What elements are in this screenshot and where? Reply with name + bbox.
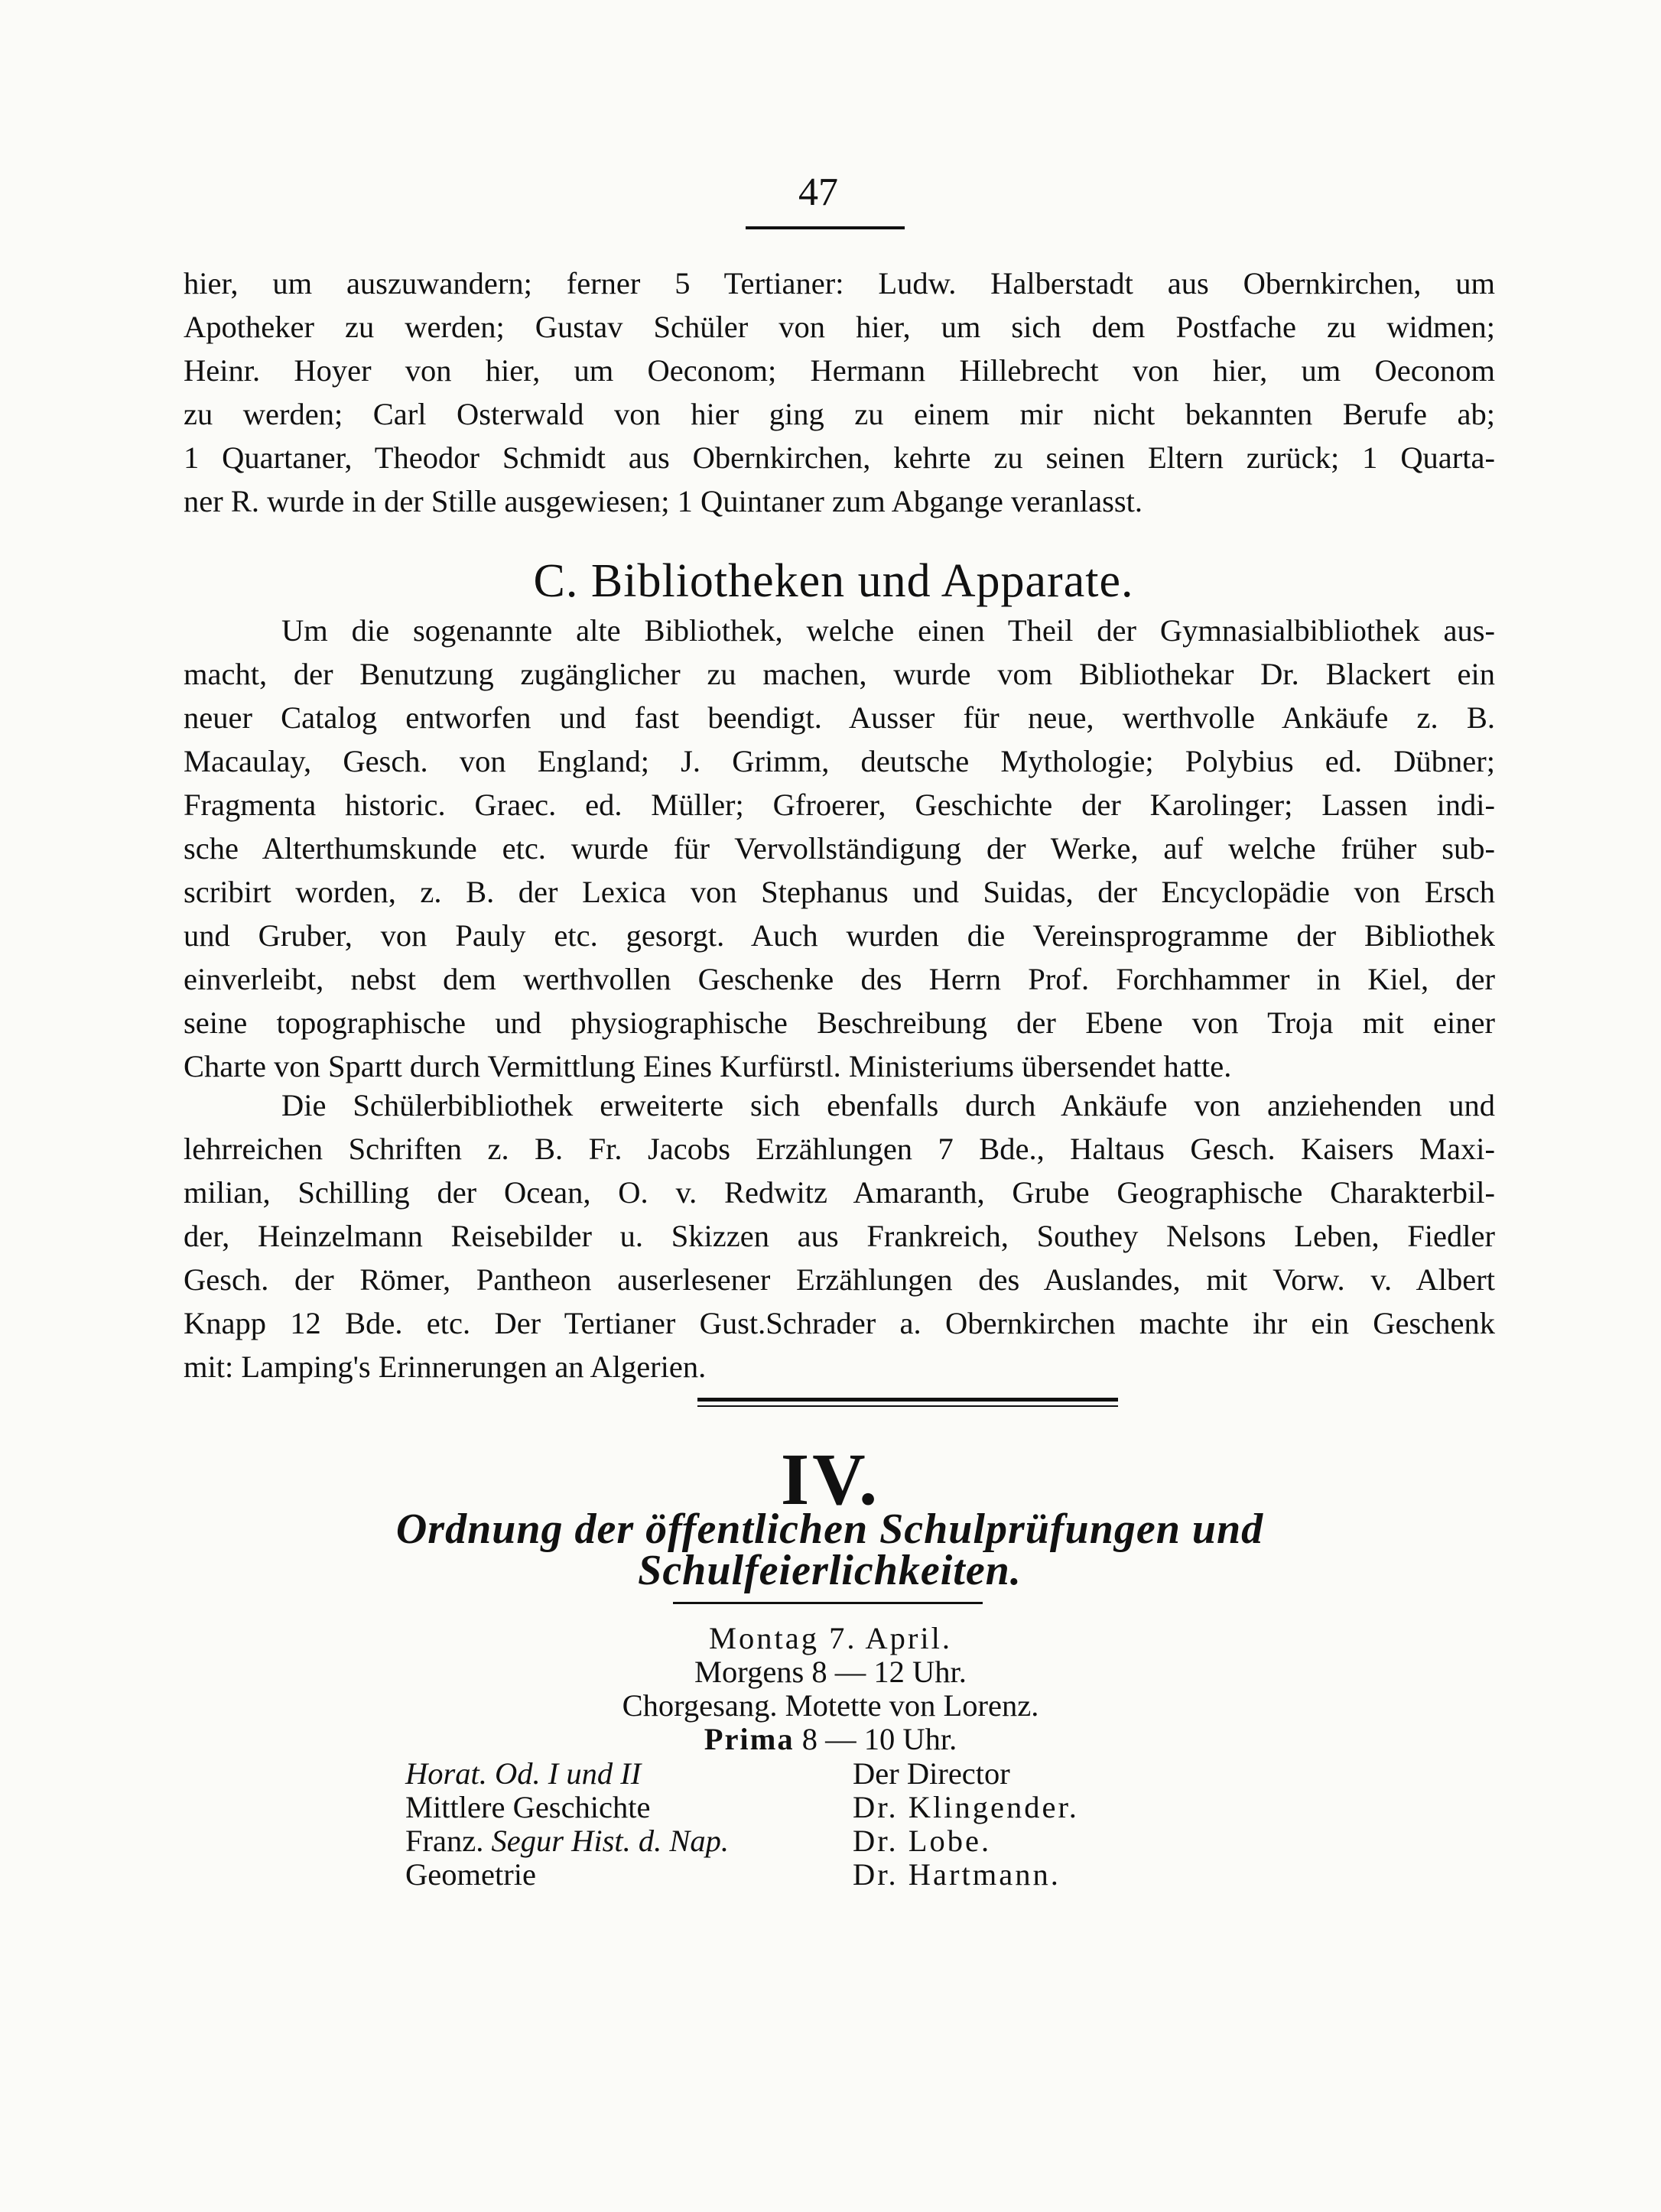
section-divider [697, 1398, 1118, 1407]
text-line: neuer Catalog entworfen und fast beendigt. Ausser für neue, werthvolle Ankäufe z. B. [184, 700, 1495, 735]
schedule-day: Montag 7. April. [709, 1621, 952, 1655]
schedule-teacher: Dr. Klingender. [853, 1790, 1079, 1824]
text-line: Heinr. Hoyer von hier, um Oeconom; Hermann Hillebrecht von hier, um Oeconom [184, 353, 1495, 388]
schedule-subject-italic: Segur Hist. d. Nap. [491, 1824, 729, 1858]
text-line: mit: Lamping's Erinnerungen an Algerien. [184, 1350, 707, 1384]
text-line: macht, der Benutzung zugänglicher zu machen, wurde vom Bibliothekar Dr. Blackert ein [184, 657, 1495, 691]
schedule-subject [405, 1824, 729, 1858]
schedule-row [405, 1824, 1323, 1858]
schedule-teacher: Dr. Hartmann. [853, 1857, 1061, 1892]
text-line: Apotheker zu werden; Gustav Schüler von hier, um sich dem Postfache zu widmen; [184, 310, 1495, 344]
text-line: milian, Schilling der Ocean, O. v. Redwitz Amaranth, Grube Geographische Charakterbil- [184, 1175, 1495, 1210]
text-line: ner R. wurde in der Stille ausgewiesen; 1 Quintaner zum Abgange veranlasst. [184, 484, 1143, 518]
text-line: zu werden; Carl Osterwald von hier ging zu einem mir nicht bekannten Berufe ab; [184, 397, 1495, 431]
section-iv-title-line2: Schulfeierlichkeiten. [638, 1547, 1022, 1594]
text-line: und Gruber, von Pauly etc. gesorgt. Auch wurden die Vereinsprogramme der Bibliothek [184, 918, 1495, 953]
schedule-teacher: Der Director [853, 1756, 1010, 1791]
section-c-heading: C. Bibliotheken und Apparate. [533, 555, 1134, 607]
title-rule [673, 1602, 983, 1604]
class-time: 8 — 10 Uhr. [801, 1722, 957, 1756]
schedule-row [405, 1757, 1323, 1791]
schedule-subject-plain: Franz. [405, 1824, 492, 1858]
page-number: 47 [798, 171, 838, 214]
text-line: lehrreichen Schriften z. B. Fr. Jacobs Erzählungen 7 Bde., Haltaus Gesch. Kaisers Maxi- [184, 1132, 1495, 1166]
text-line: Knapp 12 Bde. etc. Der Tertianer Gust.Schrader a. Obernkirchen machte ihr ein Geschenk [184, 1306, 1495, 1340]
paragraph-departures [184, 261, 1495, 523]
text-line: sche Alterthumskunde etc. wurde für Vervollständigung der Werke, auf welche früher sub- [184, 831, 1495, 866]
text-line: Macaulay, Gesch. von England; J. Grimm, deutsche Mythologie; Polybius ed. Dübner; [184, 744, 1495, 778]
text-line: Charte von Spartt durch Vermittlung Eines Kurfürstl. Ministeriums übersendet hatte. [184, 1049, 1232, 1083]
schedule-subject: Horat. Od. I und II [405, 1756, 642, 1791]
text-line: scribirt worden, z. B. der Lexica von Stephanus und Suidas, der Encyclopädie von Ersch [184, 875, 1495, 909]
schedule-time: Morgens 8 — 12 Uhr. [694, 1655, 967, 1689]
section-iv-numeral: IV. [780, 1438, 881, 1520]
schedule-subject: Geometrie [405, 1857, 536, 1892]
text-line: Um die sogenannte alte Bibliothek, welche einen Theil der Gymnasialbibliothek aus- [281, 613, 1495, 648]
class-name: Prima [704, 1722, 795, 1756]
schedule-row [405, 1791, 1323, 1824]
text-line: einverleibt, nebst dem werthvollen Geschenke des Herrn Prof. Forchhammer in Kiel, der [184, 962, 1495, 996]
text-line: der, Heinzelmann Reisebilder u. Skizzen aus Frankreich, Southey Nelsons Leben, Fiedler [184, 1219, 1495, 1253]
schedule-row [405, 1858, 1323, 1892]
section-iv-title-line1: Ordnung der öffentlichen Schulprüfungen und [395, 1506, 1264, 1553]
paragraph-student-library [184, 1083, 1495, 1389]
text-line: Gesch. der Römer, Pantheon auserlesener Erzählungen des Auslandes, mit Vorw. v. Albert [184, 1262, 1495, 1297]
text-line: hier, um auszuwandern; ferner 5 Tertianer: Ludw. Halberstadt aus Obernkirchen, um [184, 266, 1495, 300]
schedule-subject: Mittlere Geschichte [405, 1790, 651, 1824]
schedule-opening: Chorgesang. Motette von Lorenz. [622, 1688, 1039, 1723]
paragraph-library [184, 609, 1495, 1088]
text-line: Fragmenta historic. Graec. ed. Müller; Gfroerer, Geschichte der Karolinger; Lassen indi- [184, 788, 1495, 822]
page-number-rule [746, 226, 905, 229]
text-line: Die Schülerbibliothek erweiterte sich ebenfalls durch Ankäufe von anziehenden und [281, 1088, 1495, 1122]
schedule-teacher: Dr. Lobe. [853, 1824, 992, 1858]
class-heading [448, 1722, 1213, 1757]
text-line: seine topographische und physiographische Beschreibung der Ebene von Troja mit einer [184, 1005, 1495, 1040]
text-line: 1 Quartaner, Theodor Schmidt aus Obernkirchen, kehrte zu seinen Eltern zurück; 1 Quarta- [184, 440, 1495, 475]
